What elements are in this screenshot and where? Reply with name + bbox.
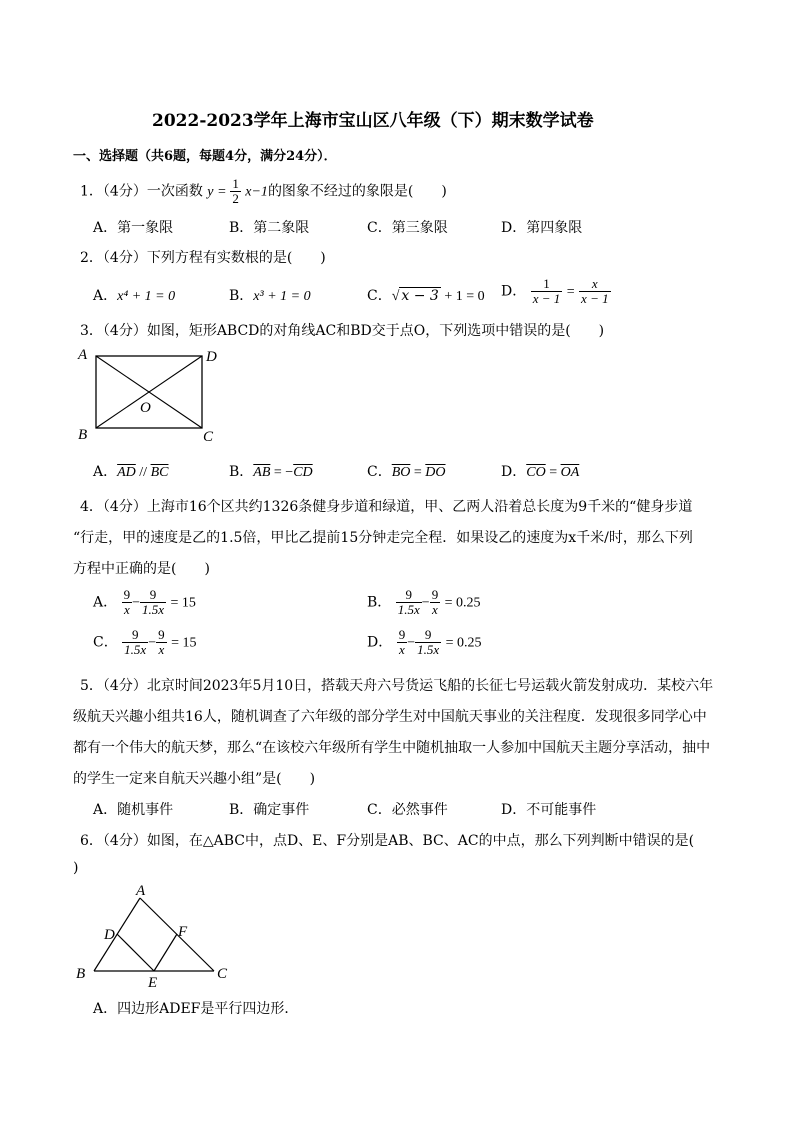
q4-c-d2: x xyxy=(156,642,167,657)
q3-a-v2: $\overline{BC}$ xyxy=(150,465,169,480)
q2-d-d1: x − 1 xyxy=(532,291,561,306)
q3-b-op: = − xyxy=(270,465,294,480)
q2-d-eq: = xyxy=(566,284,575,300)
q2-c-radicand: x − 3 xyxy=(401,288,439,304)
q4-b-d2: x xyxy=(430,602,441,617)
q4-option-d: D． $\frac{9}{x}$ − $\frac{9}{1.5x}$ = 0.25 xyxy=(367,627,482,657)
page-title: 2022-2023学年上海市宝山区八年级（下）期末数学试卷 xyxy=(152,111,594,131)
q4-c-frac1 xyxy=(122,628,148,657)
q4-a-rhs: = 15 xyxy=(170,595,196,611)
q4-c-d1: 1.5x xyxy=(124,642,147,657)
q3-d-label: D． xyxy=(501,464,527,480)
question-2: 2．（4分）下列方程有实数根的是( ) xyxy=(80,250,326,266)
q4-c-label: C． xyxy=(93,634,118,651)
q6-option-a: A．四边形ADEF是平行四边形． xyxy=(93,1001,299,1017)
q4-b-n2: 9 xyxy=(431,587,439,602)
q1-frac-n: 1 xyxy=(232,176,239,191)
q2-a-label: A． xyxy=(93,288,118,304)
q4-option-c: C． $\frac{9}{1.5x}$ − $\frac{9}{x}$ = 15 xyxy=(93,627,197,657)
q4-option-b: B． $\frac{9}{1.5x}$ − $\frac{9}{x}$ = 0.25 xyxy=(367,587,481,617)
q2-option-b xyxy=(229,285,311,305)
q2-d-d2: x − 1 xyxy=(581,291,609,306)
q1-frac-d: 2 xyxy=(232,191,239,206)
q3-b-label: B． xyxy=(229,464,254,480)
q2-c-rest: + 1 = 0 xyxy=(440,289,485,304)
q4-b-d1: 1.5x xyxy=(397,602,420,617)
q2-d-label: D． xyxy=(501,283,527,300)
q4-d-label: D． xyxy=(367,634,393,651)
q1-fraction xyxy=(230,177,241,206)
q4-d-d2: 1.5x xyxy=(417,642,440,657)
q1-tail: 的图象不经过的象限是( ) xyxy=(267,183,447,200)
label-a: A xyxy=(136,883,146,899)
q5-option-d: D．不可能事件 xyxy=(501,802,597,818)
q1-y: y xyxy=(207,184,214,200)
label-f: F xyxy=(178,924,188,940)
segment-de xyxy=(117,934,154,971)
q3-option-b xyxy=(229,461,313,481)
q3-c-v2: $\overline{DO}$ xyxy=(425,465,446,480)
q4-c-n2: 9 xyxy=(158,627,165,642)
q5-line-1: 5．（4分）北京时间2023年5月10日，搭载天舟六号货运飞船的长征七号运载火箭发射成功．某校六年 xyxy=(80,678,714,694)
q3-a-v1: $\overline{AD}$ xyxy=(117,465,136,480)
q2-b-expr: x³ + 1 = 0 xyxy=(253,289,311,304)
q3-option-d xyxy=(501,461,579,481)
label-b: B xyxy=(76,966,86,982)
q2-d-frac2 xyxy=(579,277,611,306)
rectangle-figure xyxy=(70,344,230,448)
q5-option-a: A．随机事件 xyxy=(93,802,174,818)
q1-eq: = xyxy=(217,184,226,200)
q4-b-frac2 xyxy=(430,588,441,617)
q3-c-label: C． xyxy=(367,464,392,480)
q2-a-expr: x⁴ + 1 = 0 xyxy=(117,289,176,304)
q4-line-1: 4．（4分）上海市16个区共约1326条健身步道和绿道，甲、乙两人沿着总长度为9千米的“健身步道 xyxy=(80,499,693,515)
q4-b-frac1 xyxy=(396,588,422,617)
segment-ef xyxy=(154,934,177,971)
q4-option-a: A． $\frac{9}{x}$ − $\frac{9}{1.5x}$ = 15 xyxy=(93,587,196,617)
q3-d-op: = xyxy=(545,465,561,480)
q4-line-2: “行走，甲的速度是乙的1.5倍，甲比乙提前15分钟走完全程．如果设乙的速度为x千米/时，那么下列 xyxy=(73,530,693,546)
q2-option-c: C．√ x − 3 + 1 = 0 xyxy=(367,288,485,304)
q2-c-label: C． xyxy=(367,288,392,304)
q4-d-frac1 xyxy=(397,628,408,657)
q1-rest: x−1 xyxy=(245,184,268,200)
section-heading: 一、选择题（共6题，每题4分，满分24分）． xyxy=(73,149,337,164)
q1-option-c: C．第三象限 xyxy=(367,220,448,236)
q5-line-3: 都有一个伟大的航天梦，那么“在该校六年级所有学生中随机抽取一人参加中国航天主题分享活动，抽中 xyxy=(73,740,711,756)
q4-line-3: 方程中正确的是( ) xyxy=(73,561,210,577)
q4-d-d1: x xyxy=(397,642,408,657)
q4-d-n1: 9 xyxy=(398,627,406,642)
q2-b-label: B． xyxy=(229,288,254,304)
q4-a-n1: 9 xyxy=(123,587,131,602)
q3-a-label: A． xyxy=(93,464,118,480)
q5-line-2: 级航天兴趣小组共16人，随机调查了六年级的部分学生对中国航天事业的关注程度．发现很多同学心中 xyxy=(73,709,707,725)
label-o: O xyxy=(140,400,151,416)
label-b: B xyxy=(78,427,88,443)
q2-d-frac1 xyxy=(531,277,563,306)
q3-d-v1: $\overline{CO}$ xyxy=(526,465,546,480)
q4-b-label: B． xyxy=(367,594,392,611)
label-d: D xyxy=(104,927,115,943)
q3-b-v2: $\overline{CD}$ xyxy=(293,465,313,480)
q4-a-n2: 9 xyxy=(149,587,157,602)
q4-a-frac1 xyxy=(122,588,133,617)
question-1 xyxy=(80,177,447,206)
q4-a-d1: x xyxy=(122,602,133,617)
label-d: D xyxy=(206,349,217,365)
q1-option-b: B．第二象限 xyxy=(229,220,310,236)
q4-b-n1: 9 xyxy=(405,587,413,602)
q4-a-label: A． xyxy=(93,594,118,611)
q3-a-op: // xyxy=(135,465,151,480)
label-c: C xyxy=(217,966,228,982)
q4-a-frac2 xyxy=(140,588,166,617)
q4-c-rhs: = 15 xyxy=(171,635,197,651)
q5-option-b: B．确定事件 xyxy=(229,802,310,818)
q6-line-2: ) xyxy=(73,860,79,876)
question-3: 3．（4分）如图，矩形ABCD的对角线AC和BD交于点O，下列选项中错误的是( ) xyxy=(80,323,605,339)
q4-d-n2: 9 xyxy=(424,627,432,642)
q1-prefix: 1．（4分）一次函数 xyxy=(80,183,203,200)
triangle-figure xyxy=(70,880,240,992)
q3-d-v2: $\overline{OA}$ xyxy=(560,465,580,480)
q2-option-d xyxy=(501,277,611,306)
q3-option-c xyxy=(367,461,446,481)
q4-d-rhs: = 0.25 xyxy=(445,635,482,651)
q4-c-frac2 xyxy=(156,628,167,657)
q5-option-c: C．必然事件 xyxy=(367,802,448,818)
q4-c-n1: 9 xyxy=(131,627,139,642)
label-e: E xyxy=(148,975,158,991)
q3-c-op: = xyxy=(410,465,426,480)
q4-a-d2: 1.5x xyxy=(141,602,165,617)
q2-option-a xyxy=(93,285,175,305)
q3-option-a xyxy=(93,461,168,481)
q4-d-frac2 xyxy=(415,628,441,657)
label-a: A xyxy=(78,347,88,363)
q1-option-a: A．第一象限 xyxy=(93,220,174,236)
label-c: C xyxy=(203,429,214,445)
q4-b-rhs: = 0.25 xyxy=(444,595,481,611)
q6-line-1: 6．（4分）如图，在△ABC中，点D、E、F分别是AB、BC、AC的中点，那么下列判断中错误的是( xyxy=(80,833,695,849)
q5-line-4: 的学生一定来自航天兴趣小组”是( ) xyxy=(73,771,316,787)
q3-b-v1: $\overline{AB}$ xyxy=(253,465,271,480)
q2-d-n2: x xyxy=(591,276,598,291)
q3-c-v1: $\overline{BO}$ xyxy=(391,465,411,480)
q2-d-n1: 1 xyxy=(543,276,550,291)
q1-option-d: D．第四象限 xyxy=(501,220,583,236)
